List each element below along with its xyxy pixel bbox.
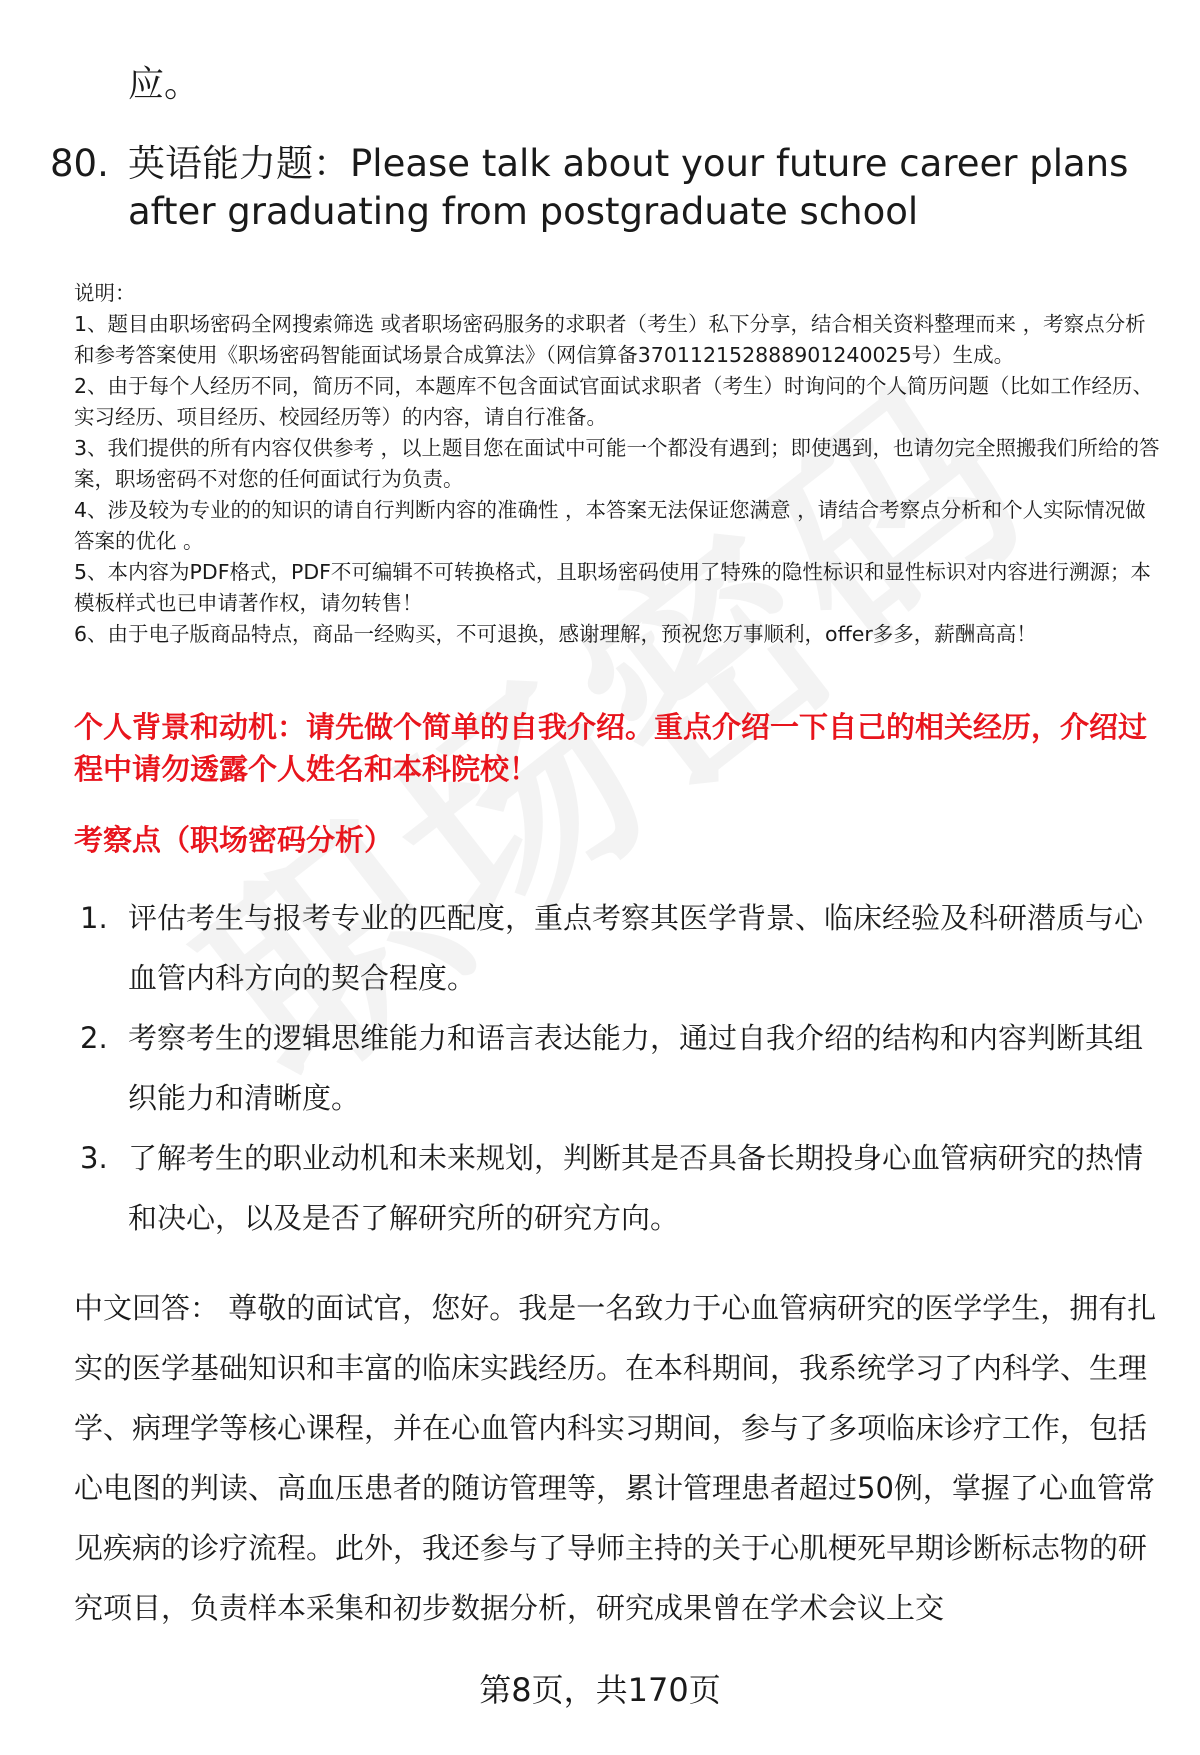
assessment-point: [80, 1008, 1160, 1128]
note-item: 5、本内容为PDF格式，PDF不可编辑不可转换格式，且职场密码使用了特殊的隐性标识和显性标识对内容进行溯源；本模板样式也已申请著作权，请勿转售！: [74, 560, 1151, 615]
point-text: 评估考生与报考专业的匹配度，重点考察其医学背景、临床经验及科研潜质与心血管内科方向的契合程度。: [128, 901, 1144, 995]
assessment-point: [80, 888, 1160, 1008]
question-number: 80.: [50, 142, 109, 185]
assessment-point: [80, 1128, 1160, 1248]
point-number: 3.: [80, 1141, 108, 1175]
point-number: 1.: [80, 901, 108, 935]
note-item: 1、题目由职场密码全网搜索筛选 或者职场密码服务的求职者（考生）私下分享，结合相关资料整理而来 ，考察点分析和参考答案使用《职场密码智能面试场景合成算法》（网信算备370112152888901240025号）生成。: [74, 312, 1146, 367]
question-text: 英语能力题：Please talk about your future career plans after graduating from postgraduate school: [128, 142, 1129, 233]
previous-answer-continuation: 应。: [128, 64, 201, 105]
point-number: 2.: [80, 1021, 108, 1055]
assessment-points-heading: 考察点（职场密码分析）: [74, 823, 394, 857]
notes-title: 说明：: [74, 281, 136, 305]
point-text: 了解考生的职业动机和未来规划，判断其是否具备长期投身心血管病研究的热情和决心，以及是否了解研究所的研究方向。: [128, 1141, 1144, 1235]
note-item: 6、由于电子版商品特点，商品一经购买，不可退换，感谢理解，预祝您万事顺利，offer多多，薪酬高高！: [74, 622, 1037, 646]
disclaimer-notes: [74, 278, 1164, 650]
interview-question: 个人背景和动机：请先做个简单的自我介绍。重点介绍一下自己的相关经历，介绍过程中请勿透露个人姓名和本科院校！: [74, 710, 1148, 786]
note-item: 3、我们提供的所有内容仅供参考 ，以上题目您在面试中可能一个都没有遇到；即使遇到，也请勿完全照搬我们所给的答案，职场密码不对您的任何面试行为负责。: [74, 436, 1160, 491]
page-footer: 第8页，共170页: [479, 1671, 721, 1709]
point-text: 考察考生的逻辑思维能力和语言表达能力，通过自我介绍的结构和内容判断其组织能力和清晰度。: [128, 1021, 1144, 1115]
note-item: 4、涉及较为专业的的知识的请自行判断内容的准确性 ，本答案无法保证您满意 ，请结合考察点分析和个人实际情况做答案的优化 。: [74, 498, 1146, 553]
assessment-points-list: [80, 888, 1160, 1248]
chinese-answer: 中文回答： 尊敬的面试官，您好。我是一名致力于心血管病研究的医学学生，拥有扎实的医学基础知识和丰富的临床实践经历。在本科期间，我系统学习了内科学、生理学、病理学等核心课程，并在心血管内科实习期间，参与了多项临床诊疗工作，包括心电图的判读、高血压患者的随访管理等，累计管理患者超过50例，掌握了心血管常见疾病的诊疗流程。此外，我还参与了导师主持的关于心肌梗死早期诊断标志物的研究项目，负责样本采集和初步数据分析，研究成果曾在学术会议上交: [74, 1291, 1157, 1625]
note-item: 2、由于每个人经历不同，简历不同，本题库不包含面试官面试求职者（考生）时询问的个人简历问题（比如工作经历、实习经历、项目经历、校园经历等）的内容，请自行准备。: [74, 374, 1154, 429]
